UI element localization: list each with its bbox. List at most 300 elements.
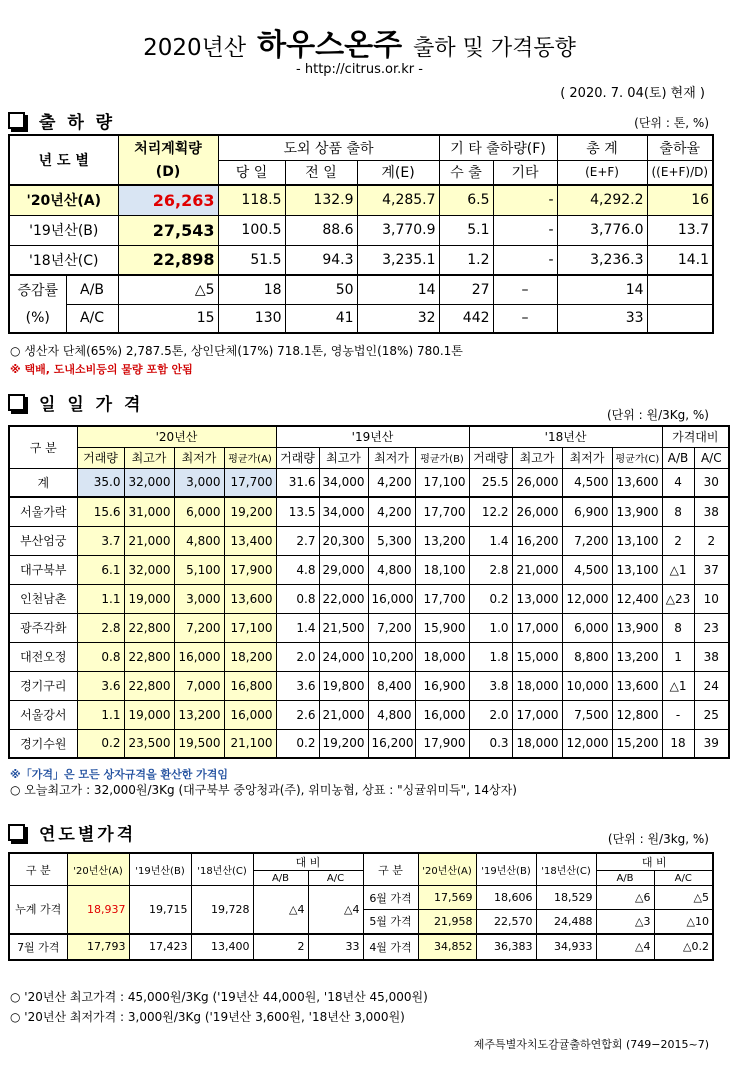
cell-sum: 4,285.7	[357, 185, 439, 215]
cell-today: 100.5	[218, 215, 285, 245]
cell-value: 4,200	[368, 468, 415, 497]
cell-value: 13,100	[612, 555, 662, 584]
cell-value: 1.1	[77, 700, 124, 729]
header-max: 최고가	[124, 447, 174, 468]
cell-value: △1	[662, 555, 694, 584]
cell-value: 15.6	[77, 497, 124, 526]
cell-value: 34,000	[319, 468, 368, 497]
cell-value: 20,300	[319, 526, 368, 555]
cell-value: 2.8	[469, 555, 512, 584]
cell-value: 25	[694, 700, 729, 729]
title-product: 하우스온주	[257, 28, 403, 63]
table-row	[9, 185, 713, 215]
cell-ac: △5	[654, 886, 713, 910]
cell-total: 14	[557, 275, 647, 304]
circle-bullet-icon: ○	[10, 344, 25, 358]
cell-b: 19,715	[129, 886, 191, 934]
cell-value: 29,000	[319, 555, 368, 584]
cell-ab: △3	[596, 910, 654, 934]
cell-value: 16,200	[512, 526, 562, 555]
cell-value: 2.6	[276, 700, 319, 729]
table-row	[9, 886, 713, 910]
report-date: ( 2020. 7. 04(토) 현재 )	[560, 86, 705, 101]
cell-today: 118.5	[218, 185, 285, 215]
cell-prev: 132.9	[285, 185, 357, 215]
cell-ac: △10	[654, 910, 713, 934]
cell-value: 34,000	[319, 497, 368, 526]
cell-value: 1.4	[469, 526, 512, 555]
header-b: '19년산(B)	[476, 853, 536, 886]
change-label: 증감률	[9, 275, 66, 304]
cell-value: 19,200	[319, 729, 368, 758]
cell-value: 22,800	[124, 613, 174, 642]
cell-today: 130	[218, 304, 285, 333]
cell-rate: 14.1	[647, 245, 713, 275]
cell-value: 30	[694, 468, 729, 497]
cell-plan: △5	[118, 275, 218, 304]
cell-value: 17,100	[224, 613, 276, 642]
header-y20: '20년산	[77, 426, 276, 447]
row-market: 인천남촌	[9, 584, 77, 613]
cell-value: 21,100	[224, 729, 276, 758]
cell-value: 6.1	[77, 555, 124, 584]
cell-value: 31.6	[276, 468, 319, 497]
cell-value: 16,900	[415, 671, 469, 700]
cell-value: 22,000	[319, 584, 368, 613]
cell-c: 19,728	[191, 886, 253, 934]
cell-a: 17,793	[67, 934, 129, 960]
cell-value: 13,100	[612, 526, 662, 555]
cell-ab: △4	[253, 886, 308, 934]
cell-value: 0.3	[469, 729, 512, 758]
table-row	[9, 671, 729, 700]
cell-value: 22,800	[124, 642, 174, 671]
header-total: 총 계	[557, 135, 647, 160]
cell-value: 6,000	[562, 613, 612, 642]
cell-value: 13,200	[415, 526, 469, 555]
cell-value: 7,000	[174, 671, 224, 700]
cell-value: 2	[662, 526, 694, 555]
header-ac: A/C	[654, 871, 713, 886]
cell-value: 8	[662, 613, 694, 642]
cell-value: 13,600	[612, 671, 662, 700]
cell-b: 36,383	[476, 934, 536, 960]
cell-value: 1	[662, 642, 694, 671]
cell-other: -	[493, 245, 557, 275]
cell-value: 26,000	[512, 468, 562, 497]
cell-value: 32,000	[124, 468, 174, 497]
cell-value: 17,100	[415, 468, 469, 497]
table-row	[9, 642, 729, 671]
table-row	[9, 275, 713, 304]
shipment-note: ○ 생산자 단체(65%) 2,787.5톤, 상인단체(17%) 718.1톤, 영농법인(18%) 780.1톤	[10, 344, 463, 358]
cell-value: 21,000	[319, 700, 368, 729]
header-vol: 거래량	[77, 447, 124, 468]
cell-value: 31,000	[124, 497, 174, 526]
header-avg-a: 평균가(A)	[224, 447, 276, 468]
cell-value: 8,800	[562, 642, 612, 671]
row-label: 7월 가격	[9, 934, 67, 960]
cell-total: 3,236.3	[557, 245, 647, 275]
cell-value: 4,800	[174, 526, 224, 555]
cell-value: 2.8	[77, 613, 124, 642]
header-cmp: 대 비	[596, 853, 713, 871]
title-year: 2020년산	[143, 35, 247, 61]
row-market: 경기수원	[9, 729, 77, 758]
cell-value: 16,000	[368, 584, 415, 613]
header-export: 수 출	[439, 160, 493, 185]
cell-value: 15,200	[612, 729, 662, 758]
cell-ac: △4	[308, 886, 363, 934]
cell-c: 13,400	[191, 934, 253, 960]
shipment-red-note: ※ 택배, 도내소비등의 물량 포함 안됨	[10, 363, 193, 376]
cell-prev: 41	[285, 304, 357, 333]
cell-value: 24,000	[319, 642, 368, 671]
cell-value: 4,500	[562, 468, 612, 497]
cell-value: 23,500	[124, 729, 174, 758]
cell-value: △23	[662, 584, 694, 613]
row-year: '18년산(C)	[9, 245, 118, 275]
row-year: '20년산(A)	[9, 185, 118, 215]
row-market: 경기구리	[9, 671, 77, 700]
header-avg-b: 평균가(B)	[415, 447, 469, 468]
row-market: 서울강서	[9, 700, 77, 729]
header-plan-d: (D)	[118, 160, 218, 185]
cell-value: 17,900	[415, 729, 469, 758]
cell-other: -	[493, 185, 557, 215]
cell-other: -	[493, 215, 557, 245]
cell-value: 4,800	[368, 700, 415, 729]
header-avg-c: 평균가(C)	[612, 447, 662, 468]
header-rate-formula: ((E+F)/D)	[647, 160, 713, 185]
cell-a: 17,569	[418, 886, 476, 910]
header-plan: 처리계획량	[118, 135, 218, 160]
cell-value: 12.2	[469, 497, 512, 526]
cell-value: 21,500	[319, 613, 368, 642]
checkbox-icon	[8, 394, 25, 411]
header-c: '18년산(C)	[191, 853, 253, 886]
cell-value: 17,900	[224, 555, 276, 584]
header-y19: '19년산	[276, 426, 469, 447]
header-other: 기타	[493, 160, 557, 185]
header-gubun: 구 분	[363, 853, 418, 886]
cell-value: 5,100	[174, 555, 224, 584]
cell-value: 16,800	[224, 671, 276, 700]
cell-value: 16,000	[415, 700, 469, 729]
document-title	[0, 20, 719, 64]
header-prev: 전 일	[285, 160, 357, 185]
header-ac: A/C	[308, 871, 363, 886]
cell-ab: △6	[596, 886, 654, 910]
cell-value: 13,400	[224, 526, 276, 555]
cell-value: 18,200	[224, 642, 276, 671]
circle-bullet-icon: ○	[10, 783, 25, 797]
cell-value: 0.2	[469, 584, 512, 613]
cell-ac: 33	[308, 934, 363, 960]
cell-value: 19,000	[124, 700, 174, 729]
header-c: '18년산(C)	[536, 853, 596, 886]
cell-a: 21,958	[418, 910, 476, 934]
cell-value: 3.8	[469, 671, 512, 700]
cell-value: 18,100	[415, 555, 469, 584]
yearly-price-unit: (단위 : 원/3kg, %)	[607, 832, 709, 846]
yearly-price-table	[8, 852, 714, 961]
header-today: 당 일	[218, 160, 285, 185]
header-cmp: 가격대비	[662, 426, 729, 447]
cell-sum: 14	[357, 275, 439, 304]
header-ab: A/B	[596, 871, 654, 886]
cell-value: 19,500	[174, 729, 224, 758]
cell-ac: △0.2	[654, 934, 713, 960]
cell-c: 18,529	[536, 886, 596, 910]
table-row	[9, 613, 729, 642]
cell-value: 19,800	[319, 671, 368, 700]
cell-value: 21,000	[124, 526, 174, 555]
cell-rate: 13.7	[647, 215, 713, 245]
cell-sum: 32	[357, 304, 439, 333]
cell-plan: 22,898	[118, 245, 218, 275]
cell-other: –	[493, 304, 557, 333]
header-cmp: 대 비	[253, 853, 363, 871]
cell-value: 32,000	[124, 555, 174, 584]
header-vol: 거래량	[469, 447, 512, 468]
cell-value: 0.8	[77, 642, 124, 671]
cell-value: 4	[662, 468, 694, 497]
cell-value: 23	[694, 613, 729, 642]
section-yearly-price-title: 연도별가격	[8, 820, 136, 845]
cell-value: 13,600	[612, 468, 662, 497]
circle-bullet-icon: ○	[10, 1010, 25, 1024]
cell-value: 15,000	[512, 642, 562, 671]
daily-price-table	[8, 425, 730, 759]
header-rate: 출하율	[647, 135, 713, 160]
change-pct: (%)	[9, 304, 66, 333]
cell-total: 33	[557, 304, 647, 333]
cell-rate	[647, 275, 713, 304]
cell-value: 0.2	[276, 729, 319, 758]
row-market: 대전오정	[9, 642, 77, 671]
cell-value: 3,000	[174, 584, 224, 613]
row-market: 서울가락	[9, 497, 77, 526]
cell-value: 3.7	[77, 526, 124, 555]
cell-value: 16,000	[174, 642, 224, 671]
cell-total: 4,292.2	[557, 185, 647, 215]
header-ef: (E+F)	[557, 160, 647, 185]
cell-value: 18,000	[512, 729, 562, 758]
cell-export: 1.2	[439, 245, 493, 275]
cell-c: 34,933	[536, 934, 596, 960]
header-max: 최고가	[512, 447, 562, 468]
cell-value: 38	[694, 642, 729, 671]
cell-value: 17,000	[512, 613, 562, 642]
cell-value: 13,200	[612, 642, 662, 671]
cell-a: 34,852	[418, 934, 476, 960]
cell-value: 4.8	[276, 555, 319, 584]
cell-value: 2.0	[276, 642, 319, 671]
cell-today: 51.5	[218, 245, 285, 275]
section-shipment-title: 출 하 량	[8, 108, 115, 133]
table-row	[9, 700, 729, 729]
row-label: 누계 가격	[9, 886, 67, 934]
cell-value: 0.2	[77, 729, 124, 758]
checkbox-icon	[8, 112, 25, 129]
cell-value: 12,000	[562, 729, 612, 758]
table-row	[9, 555, 729, 584]
cell-value: 4,500	[562, 555, 612, 584]
cell-value: 18	[662, 729, 694, 758]
cell-value: 13,600	[224, 584, 276, 613]
header-min: 최저가	[368, 447, 415, 468]
site-url[interactable]: - http://citrus.or.kr -	[296, 62, 423, 77]
cell-value: 17,700	[224, 468, 276, 497]
cell-export: 442	[439, 304, 493, 333]
cell-value: 12,800	[612, 700, 662, 729]
change-key: A/B	[66, 275, 118, 304]
cell-prev: 94.3	[285, 245, 357, 275]
cell-value: 1.1	[77, 584, 124, 613]
cell-export: 5.1	[439, 215, 493, 245]
cell-value: 16,000	[224, 700, 276, 729]
cell-value: 17,700	[415, 584, 469, 613]
cell-value: 18,000	[415, 642, 469, 671]
cell-ab: △4	[596, 934, 654, 960]
table-row	[9, 245, 713, 275]
cell-value: 7,200	[174, 613, 224, 642]
cell-value: 12,000	[562, 584, 612, 613]
cell-export: 27	[439, 275, 493, 304]
cell-value: 13,200	[174, 700, 224, 729]
cell-total: 3,776.0	[557, 215, 647, 245]
cell-value: 12,400	[612, 584, 662, 613]
cell-value: 17,700	[415, 497, 469, 526]
cell-other: –	[493, 275, 557, 304]
row-market: 계	[9, 468, 77, 497]
table-row	[9, 526, 729, 555]
cell-value: 7,200	[562, 526, 612, 555]
cell-value: 10,000	[562, 671, 612, 700]
cell-value: 7,500	[562, 700, 612, 729]
cell-value: 10	[694, 584, 729, 613]
header-year: 년 도 별	[9, 135, 118, 185]
cell-value: △1	[662, 671, 694, 700]
cell-value: 24	[694, 671, 729, 700]
table-row	[9, 934, 713, 960]
checkbox-icon	[8, 824, 25, 841]
cell-value: 37	[694, 555, 729, 584]
shipment-table	[8, 134, 714, 334]
cell-value: 6,000	[174, 497, 224, 526]
header-sum: 계(E)	[357, 160, 439, 185]
yearly-min-note: ○ '20년산 최저가격 : 3,000원/3Kg ('19년산 3,600원, '18년산 3,000원)	[10, 1010, 405, 1024]
table-row	[9, 468, 729, 497]
header-b: '19년산(B)	[129, 853, 191, 886]
cell-export: 6.5	[439, 185, 493, 215]
row-label: 4월 가격	[363, 934, 418, 960]
cell-value: 16,200	[368, 729, 415, 758]
cell-value: 19,200	[224, 497, 276, 526]
cell-value: 4,800	[368, 555, 415, 584]
header-gubun: 구 분	[9, 853, 67, 886]
cell-value: 3.6	[276, 671, 319, 700]
header-other-shipment: 기 타 출하량(F)	[439, 135, 557, 160]
cell-value: 35.0	[77, 468, 124, 497]
cell-rate	[647, 304, 713, 333]
header-outbound: 도외 상품 출하	[218, 135, 439, 160]
cell-value: 2.0	[469, 700, 512, 729]
cell-value: 0.8	[276, 584, 319, 613]
cell-value: 2.7	[276, 526, 319, 555]
row-label: 6월 가격	[363, 886, 418, 910]
table-row	[9, 584, 729, 613]
cell-value: 25.5	[469, 468, 512, 497]
cell-value: 13,900	[612, 497, 662, 526]
header-gubun: 구 분	[9, 426, 77, 468]
row-market: 대구북부	[9, 555, 77, 584]
cell-sum: 3,770.9	[357, 215, 439, 245]
daily-price-unit: (단위 : 원/3Kg, %)	[606, 408, 709, 422]
cell-value: 13.5	[276, 497, 319, 526]
cell-plan: 27,543	[118, 215, 218, 245]
cell-b: 22,570	[476, 910, 536, 934]
cell-value: 1.4	[276, 613, 319, 642]
price-note: ※「가격」은 모든 상자규격을 환산한 가격임	[10, 768, 229, 781]
cell-b: 18,606	[476, 886, 536, 910]
title-subject: 출하 및 가격동향	[413, 36, 576, 61]
cell-value: 21,000	[512, 555, 562, 584]
cell-value: 15,900	[415, 613, 469, 642]
header-min: 최저가	[562, 447, 612, 468]
row-label: 5월 가격	[363, 910, 418, 934]
header-max: 최고가	[319, 447, 368, 468]
cell-rate: 16	[647, 185, 713, 215]
cell-value: 4,200	[368, 497, 415, 526]
header-a: '20년산(A)	[67, 853, 129, 886]
cell-value: 3,000	[174, 468, 224, 497]
header-min: 최저가	[174, 447, 224, 468]
cell-value: 3.6	[77, 671, 124, 700]
cell-value: 8	[662, 497, 694, 526]
cell-value: 1.8	[469, 642, 512, 671]
row-market: 부산엄궁	[9, 526, 77, 555]
cell-value: 7,200	[368, 613, 415, 642]
cell-value: -	[662, 700, 694, 729]
cell-sum: 3,235.1	[357, 245, 439, 275]
cell-value: 39	[694, 729, 729, 758]
change-key: A/C	[66, 304, 118, 333]
cell-value: 8,400	[368, 671, 415, 700]
cell-prev: 88.6	[285, 215, 357, 245]
footer-organization: 제주특별자치도감귤출하연합회 (749−2015~7)	[473, 1038, 709, 1051]
cell-a: 18,937	[67, 886, 129, 934]
cell-value: 18,000	[512, 671, 562, 700]
shipment-unit: (단위 : 톤, %)	[634, 116, 709, 130]
row-market: 광주각화	[9, 613, 77, 642]
cell-plan: 26,263	[118, 185, 218, 215]
cell-value: 5,300	[368, 526, 415, 555]
cell-value: 2	[694, 526, 729, 555]
header-vol: 거래량	[276, 447, 319, 468]
row-year: '19년산(B)	[9, 215, 118, 245]
cell-value: 38	[694, 497, 729, 526]
table-row	[9, 215, 713, 245]
table-row	[9, 304, 713, 333]
cell-value: 22,800	[124, 671, 174, 700]
cell-value: 10,200	[368, 642, 415, 671]
header-y18: '18년산	[469, 426, 662, 447]
cell-value: 26,000	[512, 497, 562, 526]
cell-value: 17,000	[512, 700, 562, 729]
cell-value: 13,000	[512, 584, 562, 613]
